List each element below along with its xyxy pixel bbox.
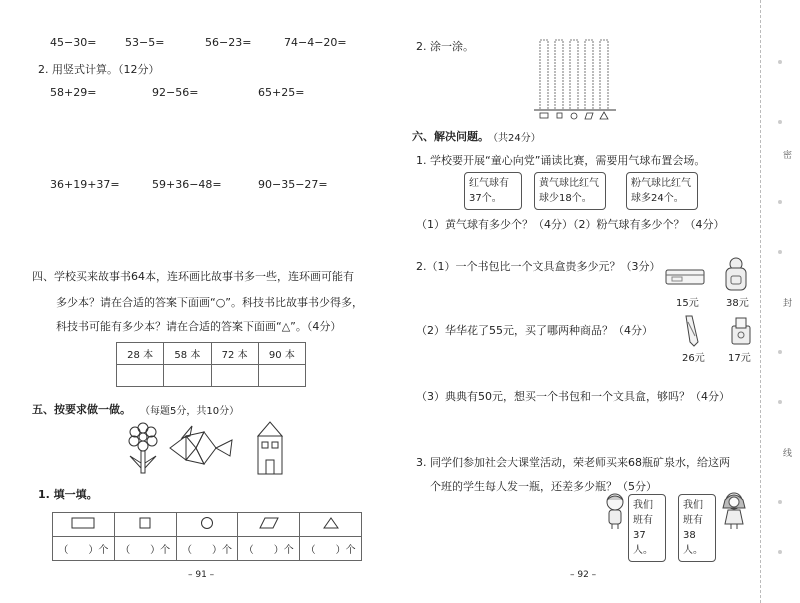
book-option-28: 28 本 [117,343,164,365]
color-column-3 [570,40,578,110]
binding-dot [778,550,782,554]
label-parallelogram [585,113,593,119]
count-rectangle[interactable]: （ ）个 [53,537,115,561]
answer-cell-90[interactable] [258,365,305,387]
section4-line2: 多少本？请在合适的答案下面画“○”。科技书比故事书少得多， [56,296,363,309]
boy-student-icon [604,492,626,530]
price-pencil-case: 15元 [676,298,699,309]
mental-math-4: 74−4−20= [284,36,347,49]
section4-line1: 四、学校买来故事书64本，连环画比故事书多一些，连环画可能有 [32,270,354,283]
vertical-calc-5: 59+36−48= [152,178,222,191]
vertical-calc-2: 92−56= [152,86,199,99]
page-number-left: – 91 – [188,570,215,580]
bubble-pink-balloon: 粉气球比红气球多24个。 [626,172,698,210]
coloring-bar-chart [532,36,622,122]
q3-line2: 个班的学生每人发一瓶，还差多少瓶？（5分） [430,480,657,493]
price-pen: 26元 [682,353,705,364]
answer-cell-58[interactable] [164,365,211,387]
rectangle-shape [53,513,115,537]
answer-cell-28[interactable] [117,365,164,387]
color-column-4 [585,40,593,110]
color-column-1 [540,40,548,110]
price-sharpener: 17元 [728,353,751,364]
binding-dot [778,60,782,64]
binding-dot [778,200,782,204]
shape-count-table [52,512,362,561]
binding-dot [778,500,782,504]
q1-sub-questions: （1）黄气球有多少个？（4分）（2）粉气球有多少个？（4分） [416,218,725,231]
binding-dot [778,350,782,354]
parallelogram-shape [238,513,300,537]
binding-char-xian: 线 [782,449,792,459]
vertical-calc-3: 65+25= [258,86,305,99]
girl-student-icon [720,490,748,530]
label-triangle [600,112,608,119]
count-triangle[interactable]: （ ）个 [300,537,362,561]
answer-cell-72[interactable] [211,365,258,387]
book-option-72: 72 本 [211,343,258,365]
q2-color-title: 2. 涂一涂。 [416,40,474,53]
color-column-2 [555,40,563,110]
vertical-calc-1: 58+29= [50,86,97,99]
binding-dot [778,400,782,404]
binding-margin [760,0,800,603]
figures-illustration [120,418,300,478]
circle-shape [176,513,238,537]
vertical-calc-6: 90−35−27= [258,178,328,191]
mental-math-2: 53−5= [125,36,165,49]
book-option-58: 58 本 [164,343,211,365]
section6-title: 六、解决问题。 [412,130,489,143]
speech-bubble-class2: 我们班有38人。 [678,494,716,562]
sharpener-icon [728,316,754,346]
q2-part1: 2.（1）一个书包比一个文具盒贵多少元？（3分） [416,260,661,273]
binding-dot [778,120,782,124]
section5-note: （每题5分，共10分） [140,406,240,417]
section5-title: 五、按要求做一做。 [32,403,131,416]
section6-note: （共24分） [488,133,541,144]
binding-dot [778,250,782,254]
flower-figure [129,423,157,473]
color-column-5 [600,40,608,110]
q2-part2: （2）华华花了55元，买了哪两种商品？（4分） [416,324,653,337]
bubble-yellow-balloon: 黄气球比红气球少18个。 [534,172,606,210]
count-circle[interactable]: （ ）个 [176,537,238,561]
label-square [557,113,562,118]
page-number-right: – 92 – [570,570,597,580]
q2-part3: （3）典典有50元，想买一个书包和一个文具盒，够吗？（4分） [416,390,730,403]
price-backpack: 38元 [726,298,749,309]
backpack-icon [722,256,750,292]
fill-title: 1. 填一填。 [38,488,98,501]
binding-char-feng: 封 [782,299,792,309]
bubble-red-balloon: 红气球有37个。 [464,172,522,210]
q3-line1: 3. 同学们参加社会大课堂活动，荣老师买来68瓶矿泉水，给这两 [416,456,730,469]
q1-balloon-question: 1. 学校要开展“童心向党”诵读比赛，需要用气球布置会场。 [416,154,706,167]
mental-math-3: 56−23= [205,36,252,49]
speech-bubble-class1: 我们班有37人。 [628,494,666,562]
label-circle [571,113,577,119]
book-option-90: 90 本 [258,343,305,365]
pen-icon [682,314,702,348]
count-parallelogram[interactable]: （ ）个 [238,537,300,561]
q2-vertical-calc-title: 2. 用竖式计算。（12分） [38,63,160,76]
binding-char-mi: 密 [782,151,792,161]
section4-line3: 科技书可能有多少本？请在合适的答案下面画“△”。（4分） [56,320,342,333]
mental-math-1: 45−30= [50,36,97,49]
book-options-table [116,342,306,387]
label-rectangle [540,113,548,118]
fish-figure [170,426,232,464]
triangle-shape [300,513,362,537]
square-shape [114,513,176,537]
count-square[interactable]: （ ）个 [114,537,176,561]
vertical-calc-4: 36+19+37= [50,178,120,191]
pencil-case-icon [664,264,708,288]
house-figure [258,422,282,474]
